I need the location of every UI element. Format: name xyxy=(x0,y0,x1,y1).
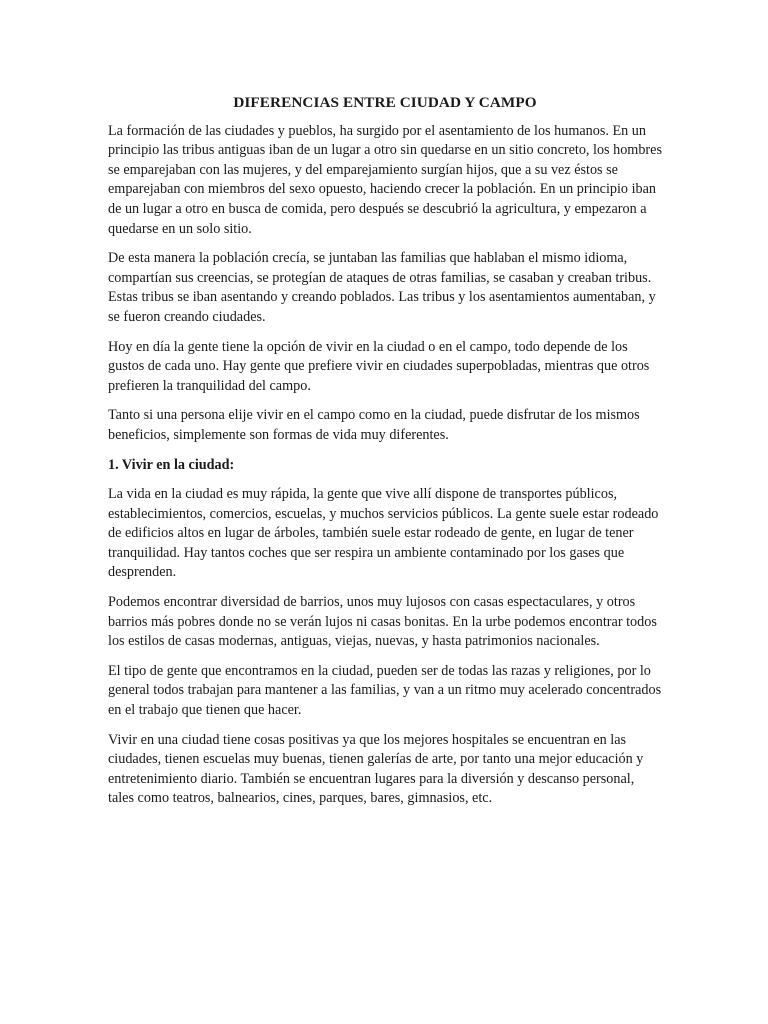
paragraph-intro-4: Tanto si una persona elije vivir en el campo como en la ciudad, puede disfrutar de los mismos beneficios, simplemente son formas de vida muy diferentes. xyxy=(108,407,640,443)
document-title: DIFERENCIAS ENTRE CIUDAD Y CAMPO xyxy=(233,94,537,111)
section-heading: 1. Vivir en la ciudad: xyxy=(108,456,235,473)
document-page xyxy=(108,93,662,819)
paragraph-section-3: El tipo de gente que encontramos en la ciudad, pueden ser de todas las razas y religiones, por lo general todos trabajan para mantener a las familias, y van a un ritmo muy acelerado concentrados en el trabajo que tienen que hacer. xyxy=(108,662,662,719)
paragraph-intro-2: De esta manera la población crecía, se juntaban las familias que hablaban el mismo idioma, compartían sus creencias, se protegían de ataques de otras familias, se casaban y creaban tribus. Estas tribus se iban asentando y creando poblados. Las tribus y los asentamientos aumentaban, y se fueron creando ciudades. xyxy=(108,250,656,325)
paragraph-section-4: Vivir en una ciudad tiene cosas positivas ya que los mejores hospitales se encuentran en las ciudades, tienen escuelas muy buenas, tienen galerías de arte, por tanto una mejor educación y entretenimiento diario. También se encuentran lugares para la diversión y descanso personal, tales como teatros, balnearios, cines, parques, bares, gimnasios, etc. xyxy=(108,731,644,807)
paragraph-intro-3: Hoy en día la gente tiene la opción de vivir en la ciudad o en el campo, todo depende de los gustos de cada uno. Hay gente que prefiere vivir en ciudades superpobladas, mientras que otros prefieren la tranquilidad del campo. xyxy=(108,338,650,394)
paragraph-section-2: Podemos encontrar diversidad de barrios, unos muy lujosos con casas espectaculares, y otros barrios más pobres donde no se verán lujos ni casas bonitas. En la urbe podemos encontrar todos los estilos de casas modernas, antiguas, viejas, nuevas, y hasta patrimonios nacionales. xyxy=(108,594,657,650)
paragraph-intro-1: La formación de las ciudades y pueblos, ha surgido por el asentamiento de los humanos. En un principio las tribus antiguas iban de un lugar a otro sin quedarse en un sitio concreto, los hombres se emparejaban con las mujeres, y del emparejamiento surgían hijos, que a su vez éstos se emparejaban con miembros del sexo opuesto, haciendo crecer la población. En un principio iban de un lugar a otro en busca de comida, pero después se descubrió la agricultura, y empezaron a quedarse en un solo sitio. xyxy=(108,122,662,237)
paragraph-section-1: La vida en la ciudad es muy rápida, la gente que vive allí dispone de transportes públicos, establecimientos, comercios, escuelas, y muchos servicios públicos. La gente suele estar rodeado de edificios altos en lugar de árboles, también suele estar rodeado de gente, en lugar de tener tranquilidad. Hay tantos coches que ser respira un ambiente contaminado por los gases que desprenden. xyxy=(108,486,659,581)
